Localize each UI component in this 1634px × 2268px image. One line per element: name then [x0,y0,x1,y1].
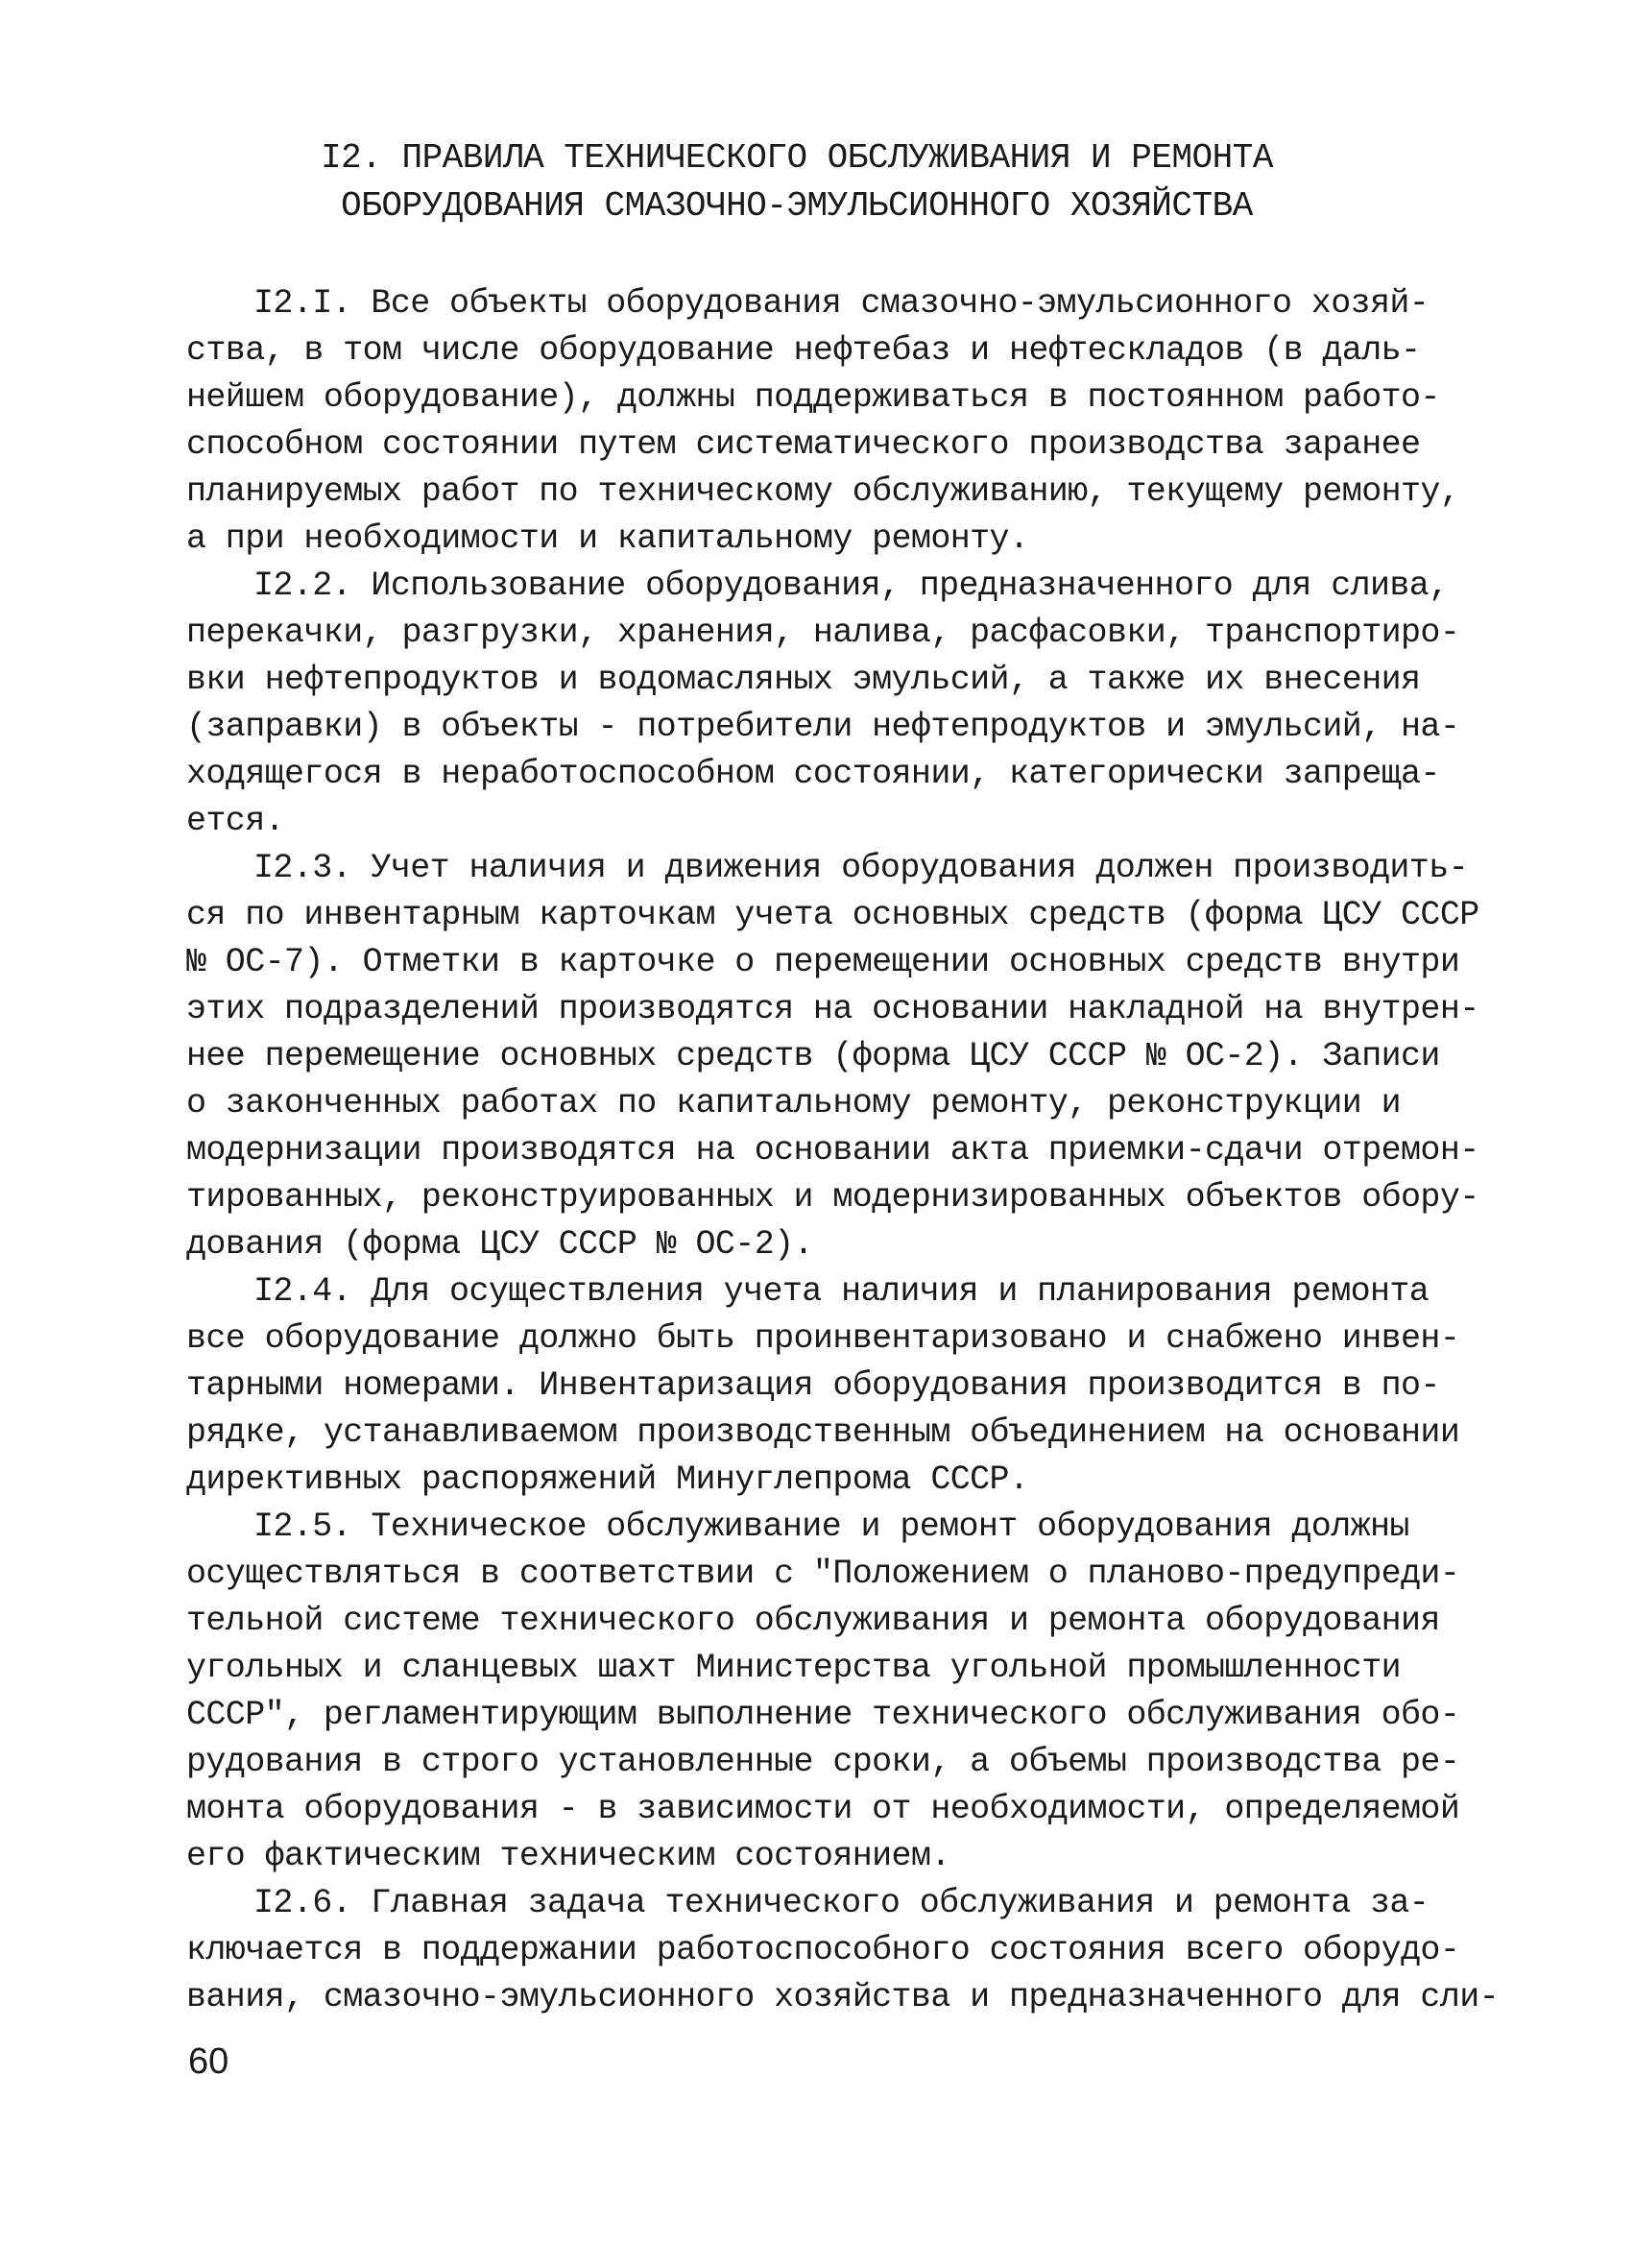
text-line: осуществляться в соответствии с "Положением о планово-предупреди- [186,1555,1460,1593]
heading-line-1: I2. ПРАВИЛА ТЕХНИЧЕСКОГО ОБСЛУЖИВАНИЯ И РЕМОНТА [321,138,1273,178]
page-number: 60 [188,2041,229,2082]
text-line: рудования в строго установленные сроки, а объемы производства ре- [186,1743,1460,1781]
text-line: ется. [186,802,285,840]
section-heading [173,134,1421,230]
text-line: нейшем оборудование), должны поддерживаться в постоянном работо- [186,378,1440,417]
heading-line-2: ОБОРУДОВАНИЯ СМАЗОЧНО-ЭМУЛЬСИОННОГО ХОЗЯЙСТВА [341,186,1253,226]
text-line: СССР", регламентирующим выполнение технического обслуживания обо- [186,1696,1460,1734]
text-line: а при необходимости и капитальному ремонту. [186,519,1029,558]
text-line: нее перемещение основных средств (форма ЦСУ СССР № ОС-2). Записи [186,1037,1440,1075]
text-line: № ОС-7). Отметки в карточке о перемещении основных средств внутри [186,943,1460,981]
text-line: угольных и сланцевых шахт Министерства угольной промышленности [186,1649,1402,1687]
text-line: модернизации производятся на основании акта приемки-сдачи отремон- [186,1131,1479,1170]
text-line: I2.4. Для осуществления учета наличия и планирования ремонта [253,1272,1430,1311]
text-line: (заправки) в объекты - потребители нефтепродуктов и эмульсий, на- [186,708,1460,746]
text-line: ства, в том числе оборудование нефтебаз и нефтескладов (в даль- [186,331,1421,370]
text-line: вки нефтепродуктов и водомасляных эмульсий, а также их внесения [186,661,1421,699]
text-line: все оборудование должно быть проинвентаризовано и снабжено инвен- [186,1319,1460,1358]
text-line: тированных, реконструированных и модернизированных объектов обору- [186,1178,1479,1217]
text-line: директивных распоряжений Минуглепрома СССР. [186,1460,1029,1499]
text-line: рядке, устанавливаемом производственным объединением на основании [186,1413,1460,1452]
text-line: планируемых работ по техническому обслуживанию, текущему ремонту, [186,472,1460,511]
text-line: I2.6. Главная задача технического обслуживания и ремонта за- [253,1884,1430,1922]
text-line: I2.5. Техническое обслуживание и ремонт оборудования должны [253,1508,1409,1546]
text-line: монта оборудования - в зависимости от необходимости, определяемой [186,1790,1460,1828]
text-line: ходящегося в неработоспособном состоянии, категорически запреща- [186,755,1440,793]
text-line: ся по инвентарным карточкам учета основных средств (форма ЦСУ СССР [186,896,1479,934]
text-line: этих подразделений производятся на основании накладной на внутрен- [186,990,1479,1028]
text-line: вания, смазочно-эмульсионного хозяйства и предназначенного для сли- [186,1978,1500,2016]
text-line: тарными номерами. Инвентаризация оборудования производится в по- [186,1366,1440,1405]
text-line: дования (форма ЦСУ СССР № ОС-2). [186,1225,813,1264]
text-line: I2.I. Все объекты оборудования смазочно-эмульсионного хозяй- [253,284,1430,323]
text-line: тельной системе технического обслуживания и ремонта оборудования [186,1602,1440,1640]
text-line: I2.3. Учет наличия и движения оборудования должен производить- [253,849,1469,887]
text-line: ключается в поддержании работоспособного состояния всего оборудо- [186,1931,1460,1969]
text-line: способном состоянии путем систематического производства заранее [186,425,1421,464]
text-line: I2.2. Использование оборудования, предназначенного для слива, [253,567,1449,605]
section-body [186,280,1500,2021]
text-line: его фактическим техническим состоянием. [186,1837,950,1875]
text-line: о законченных работах по капитальному ремонту, реконструкции и [186,1084,1402,1122]
text-line: перекачки, разгрузки, хранения, налива, расфасовки, транспортиро- [186,614,1460,652]
